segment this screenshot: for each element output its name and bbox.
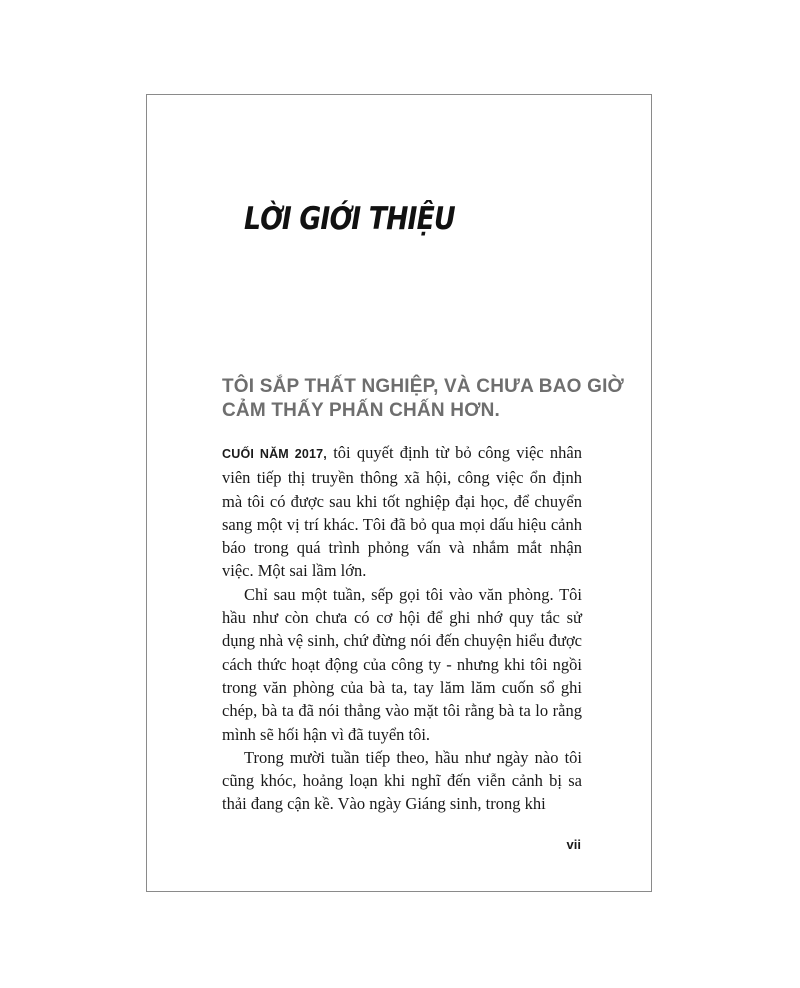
subtitle-line-1: TÔI SẮP THẤT NGHIỆP, VÀ CHƯA BAO GIỜ [222, 376, 624, 397]
chapter-subtitle [222, 375, 622, 423]
chapter-title: LỜI GIỚI THIỆU [244, 201, 455, 237]
body-text [222, 441, 582, 816]
paragraph-1-text: tôi quyết định từ bỏ công việc nhân viên tiếp thị truyền thông xã hội, công việc ổn định mà tôi có được sau khi tốt nghiệp đại học, để chuyển sang một vị trí khác. Tôi đã bỏ qua mọi dấu hiệu cảnh báo trong quá trình phỏng vấn và nhắm mắt nhận việc. Một sai lầm lớn. [222, 443, 582, 581]
paragraph-2: Chỉ sau một tuần, sếp gọi tôi vào văn phòng. Tôi hầu như còn chưa có cơ hội để ghi nhớ quy tắc sử dụng nhà vệ sinh, chứ đừng nói đến chuyện hiểu được cách thức hoạt động của công ty - nhưng khi tôi ngồi trong văn phòng của bà ta, tay lăm lăm cuốn sổ ghi chép, bà ta đã nói thẳng vào mặt tôi rằng bà ta lo rằng mình sẽ hối hận vì đã tuyển tôi. [222, 584, 582, 744]
page-number: vii [566, 837, 581, 852]
book-page [146, 94, 652, 892]
paragraph-1 [222, 441, 582, 583]
subtitle-line-2: CẢM THẤY PHẤN CHẤN HƠN. [222, 400, 501, 421]
paragraph-3: Trong mười tuần tiếp theo, hầu như ngày nào tôi cũng khóc, hoảng loạn khi nghĩ đến viễn cảnh bị sa thải đang cận kề. Vào ngày Giáng sinh, trong khi [222, 747, 582, 814]
lead-in: CUỐI NĂM 2017, [222, 447, 327, 461]
